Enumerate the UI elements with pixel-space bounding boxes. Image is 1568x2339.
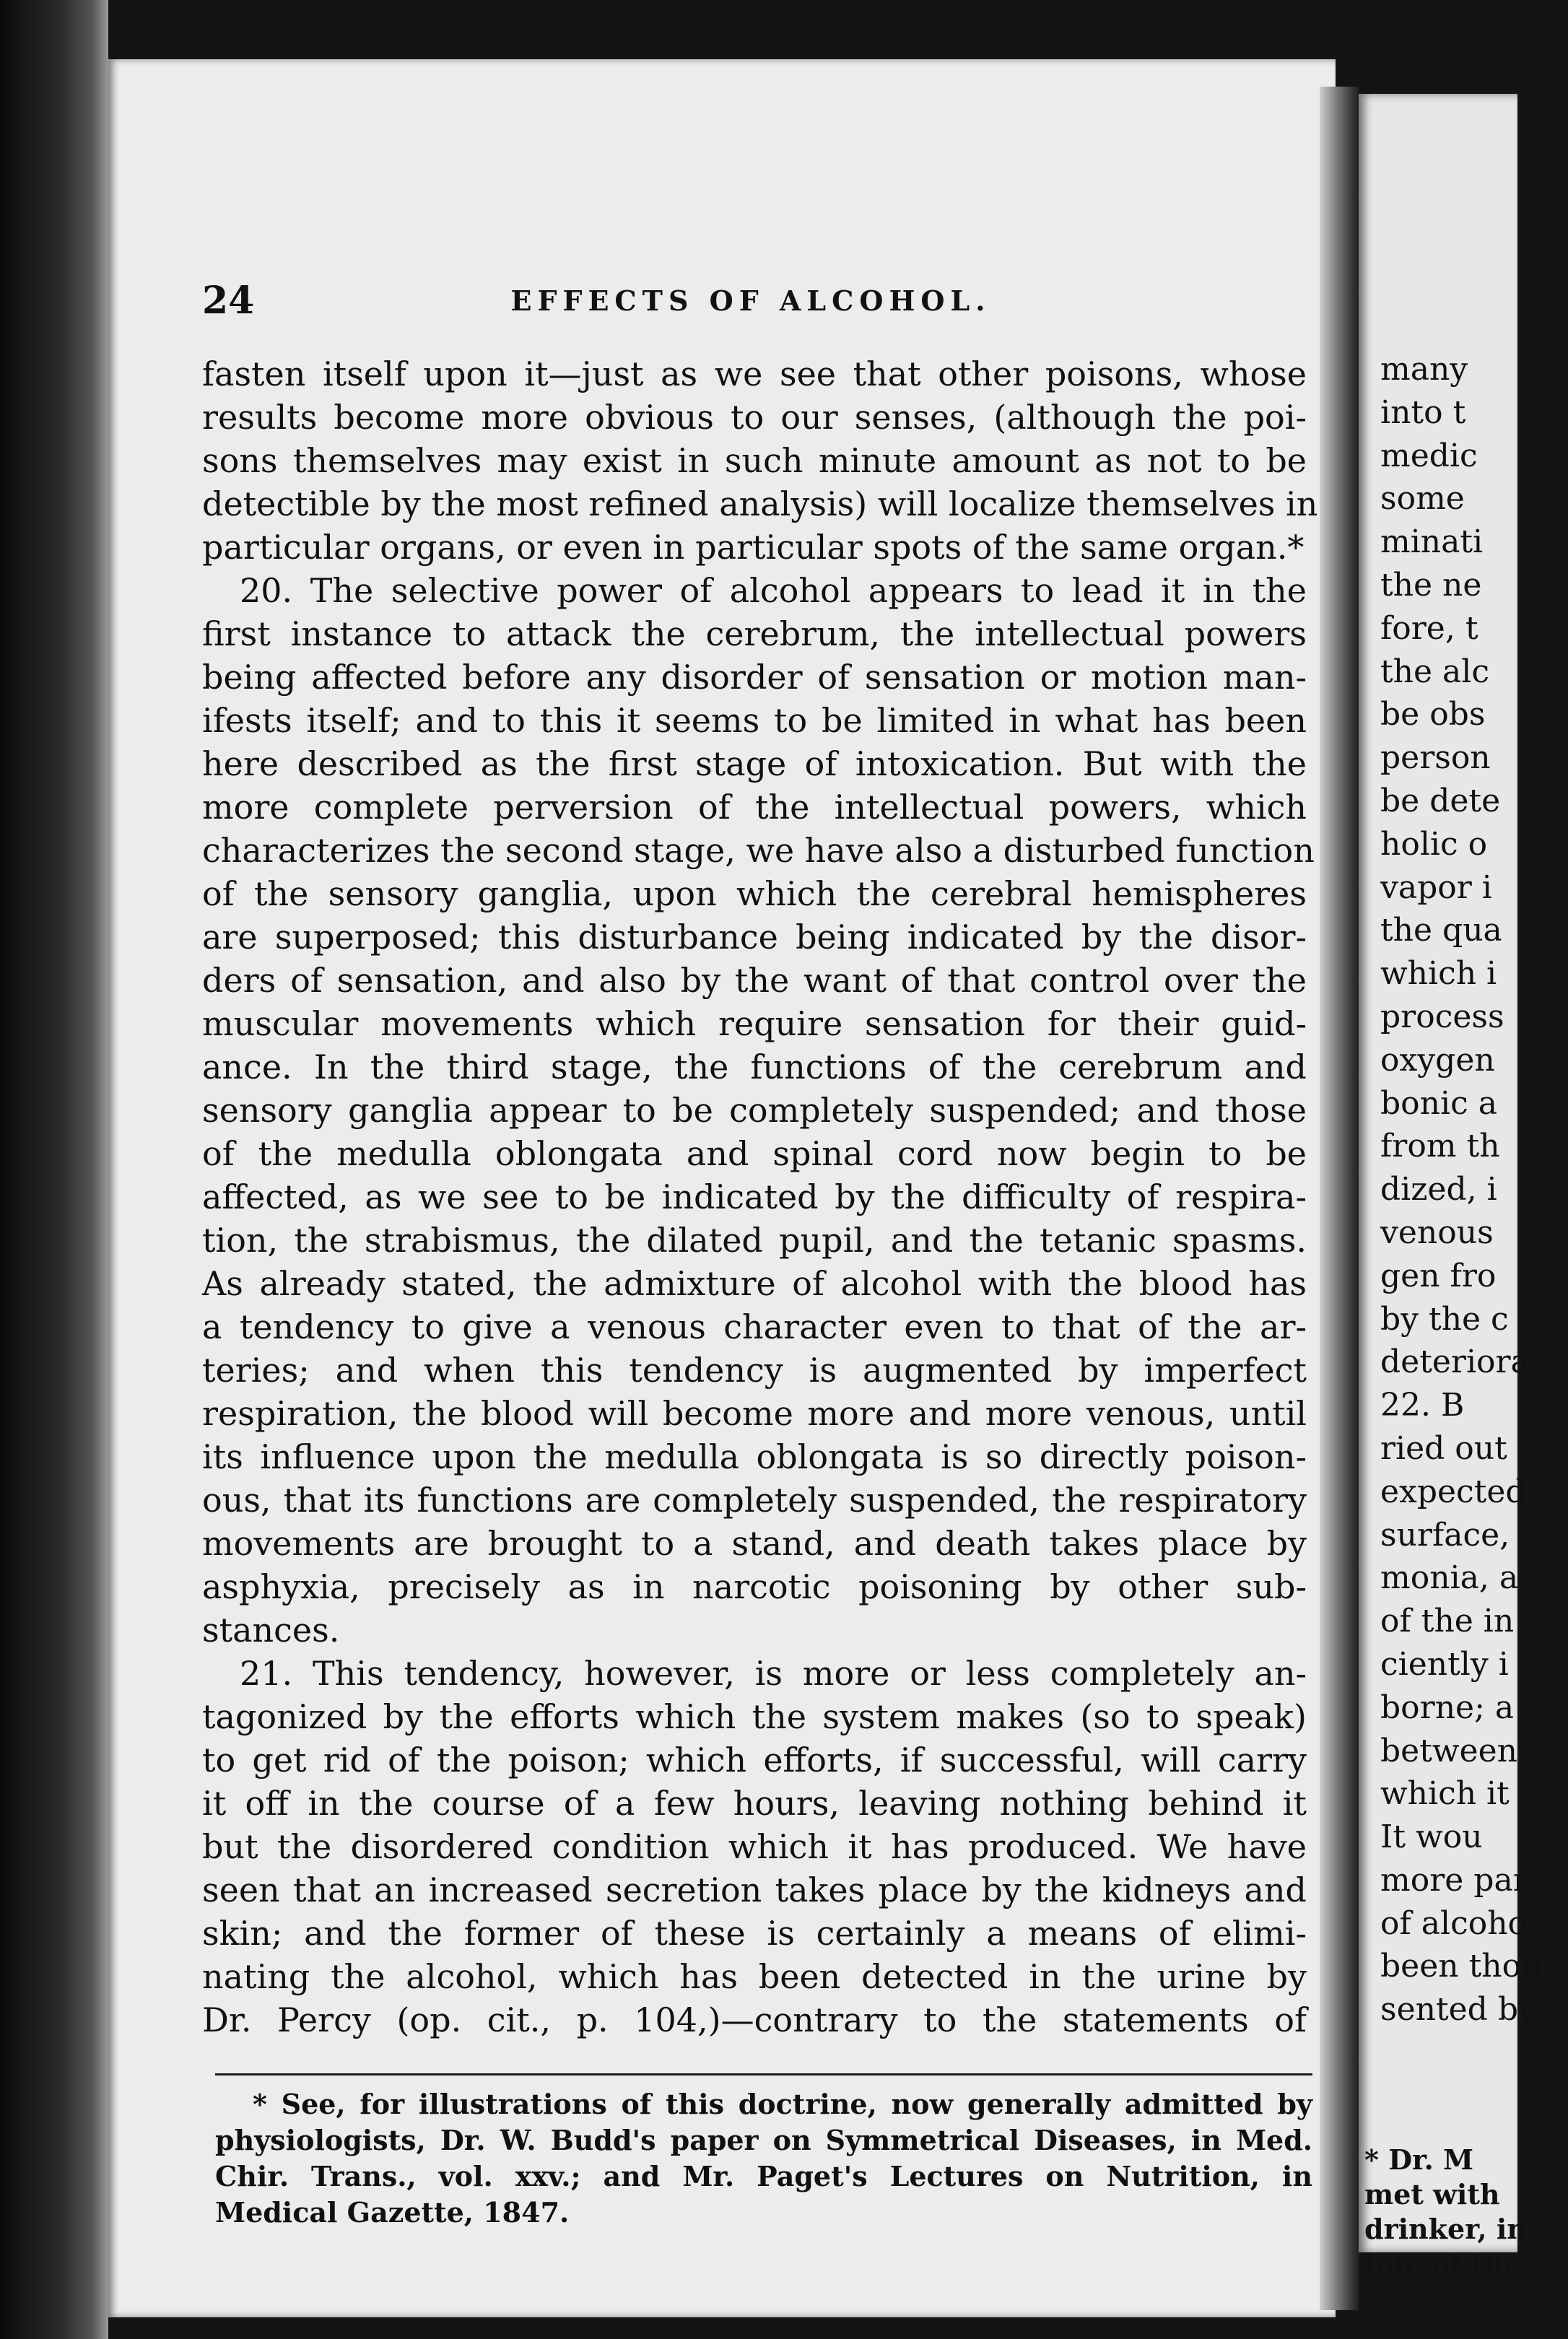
footnotes [215,2086,1312,2231]
text-line: detectible by the most refined analysis) will localize themselves in [202,484,1318,523]
facing-page-line: ried out [1380,1429,1507,1467]
facing-page-footnote-line: met with [1364,2178,1500,2210]
text-line: As already stated, the admixture of alcohol with the blood has [202,1264,1307,1303]
text-line: tagonized by the efforts which the system makes (so to speak) [202,1697,1307,1736]
facing-page-line: between [1380,1732,1517,1769]
facing-page-line: of alcoho [1380,1904,1528,1942]
text-line: tion, the strabismus, the dilated pupil, and the tetanic spasms. [202,1221,1307,1260]
text-line: to get rid of the poison; which efforts, if successful, will carry [202,1741,1307,1780]
facing-page-line: gen fro [1380,1257,1497,1294]
facing-page-line: borne; a [1380,1689,1515,1726]
text-line: nating the alcohol, which has been detected in the urine by [202,1957,1307,1996]
text-line: particular organs, or even in particular spots of the same organ.* [202,528,1305,567]
facing-page-line: be dete [1380,782,1501,819]
facing-page-line: by the c [1380,1300,1509,1338]
facing-page-line: be obs [1380,696,1486,733]
facing-page-line: more par [1380,1861,1528,1899]
text-line: are superposed; this disturbance being indicated by the disor- [202,918,1307,957]
text-line: a tendency to give a venous character even to that of the ar- [202,1307,1307,1346]
facing-page-line: minati [1380,523,1484,561]
footnote-line: Medical Gazette, 1847. [215,2196,570,2229]
text-line: ance. In the third stage, the functions of the cerebrum and [202,1047,1307,1086]
footnote-rule [215,2073,1312,2076]
running-head: EFFECTS OF ALCOHOL. [510,284,991,317]
facing-page-line: surface, [1380,1516,1510,1554]
facing-page-line: holic o [1380,825,1488,863]
text-line: first instance to attack the cerebrum, the intellectual powers [202,614,1307,653]
text-line: affected, as we see to be indicated by the difficulty of respira- [202,1177,1307,1216]
facing-page-line: from th [1380,1128,1500,1165]
facing-page-footnote-line: hue of the [1364,2247,1521,2280]
text-line: results become more obvious to our senses, (although the poi- [202,398,1307,437]
text-line: sensory ganglia appear to be completely suspended; and those [202,1091,1307,1130]
text-line: 20. The selective power of alcohol appears to lead it in the [240,571,1307,610]
facing-page-line: which it [1380,1775,1510,1813]
text-line: of the medulla oblongata and spinal cord now begin to be [202,1134,1307,1173]
facing-page-line: It wou [1380,1819,1483,1856]
page-number: 24 [202,279,255,323]
text-line: more complete perversion of the intellectual powers, which [202,788,1307,827]
text-line: its influence upon the medulla oblongata is so directly poison- [202,1437,1307,1476]
facing-page-line: person [1380,739,1491,777]
text-line: but the disordered condition which it has produced. We have [202,1827,1307,1866]
text-line: movements are brought to a stand, and death takes place by [202,1524,1307,1563]
text-line: of the sensory ganglia, upon which the cerebral hemispheres [202,874,1307,913]
text-line: ders of sensation, and also by the want of that control over the [202,961,1307,1000]
text-line: seen that an increased secretion takes place by the kidneys and [202,1870,1307,1909]
footnote-line: * See, for illustrations of this doctrine, now generally admitted by [253,2088,1312,2120]
facing-page-line: the ne [1380,566,1482,604]
facing-page-line: process [1380,998,1504,1035]
body-text [202,352,1318,2042]
text-line: skin; and the former of these is certainly a means of elimi- [202,1914,1307,1953]
facing-page-footnote-line: drinker, in [1364,2213,1527,2245]
facing-page-line: oxygen [1380,1041,1495,1079]
facing-page-line: of the in [1380,1603,1515,1640]
text-line: ifests itself; and to this it seems to be limited in what has been [202,701,1307,740]
facing-page-line: been thou [1380,1948,1542,1985]
facing-page-line: some [1380,480,1465,518]
text-line: fasten itself upon it—just as we see that other poisons, whose [202,354,1307,393]
book-spine-edge [0,0,108,2339]
facing-page [1359,94,1542,2280]
facing-page-footnote-line: * Dr. M [1364,2143,1474,2176]
facing-page-line: many [1380,351,1468,388]
facing-page-line: the qua [1380,912,1502,949]
text-line: Dr. Percy (op. cit., p. 104,)—contrary to the statements of [202,2000,1307,2039]
footnote-line: physiologists, Dr. W. Budd's paper on Symmetrical Diseases, in Med. [215,2124,1312,2156]
facing-page-line: bonic a [1380,1084,1497,1122]
facing-page-line: deteriora [1380,1343,1530,1381]
facing-page-line: venous [1380,1214,1494,1251]
text-line: respiration, the blood will become more and more venous, until [202,1394,1307,1433]
facing-page-text [1380,348,1568,2031]
facing-page-line: which i [1380,955,1497,993]
facing-page-line: medic [1380,437,1478,474]
text-line: characterizes the second stage, we have also a disturbed function [202,831,1315,870]
facing-page-line: monia, a [1380,1559,1519,1597]
text-line: teries; and when this tendency is augmented by imperfect [202,1351,1307,1390]
text-line: here described as the first stage of intoxication. But with the [202,744,1307,783]
text-line: muscular movements which require sensation for their guid- [202,1004,1307,1043]
facing-page-line: sented by [1380,1991,1536,2029]
facing-page-line: into t [1380,393,1466,431]
text-line: it off in the course of a few hours, leaving nothing behind it [202,1784,1307,1823]
text-line: asphyxia, precisely as in narcotic poisoning by other sub- [202,1567,1307,1606]
text-line: 21. This tendency, however, is more or less completely an- [240,1654,1307,1693]
text-line: being affected before any disorder of sensation or motion man- [202,658,1307,697]
footnote-line: Chir. Trans., vol. xxv.; and Mr. Paget's Lectures on Nutrition, in [215,2160,1312,2192]
book-gutter [1320,87,1359,2310]
facing-page-line: expected [1380,1473,1526,1510]
text-line: sons themselves may exist in such minute amount as not to be [202,441,1307,480]
text-line: ous, that its functions are completely suspended, the respiratory [202,1481,1307,1520]
page-header [202,276,1299,326]
facing-page-line: dized, i [1380,1171,1497,1208]
facing-page-footnotes [1364,2143,1552,2281]
facing-page-line: 22. B [1380,1387,1465,1424]
facing-page-line: the alc [1380,653,1489,690]
facing-page-line: fore, t [1380,609,1478,647]
text-line: stances. [202,1611,340,1650]
facing-page-line: vapor i [1380,868,1492,906]
facing-page-line: ciently i [1380,1645,1509,1683]
